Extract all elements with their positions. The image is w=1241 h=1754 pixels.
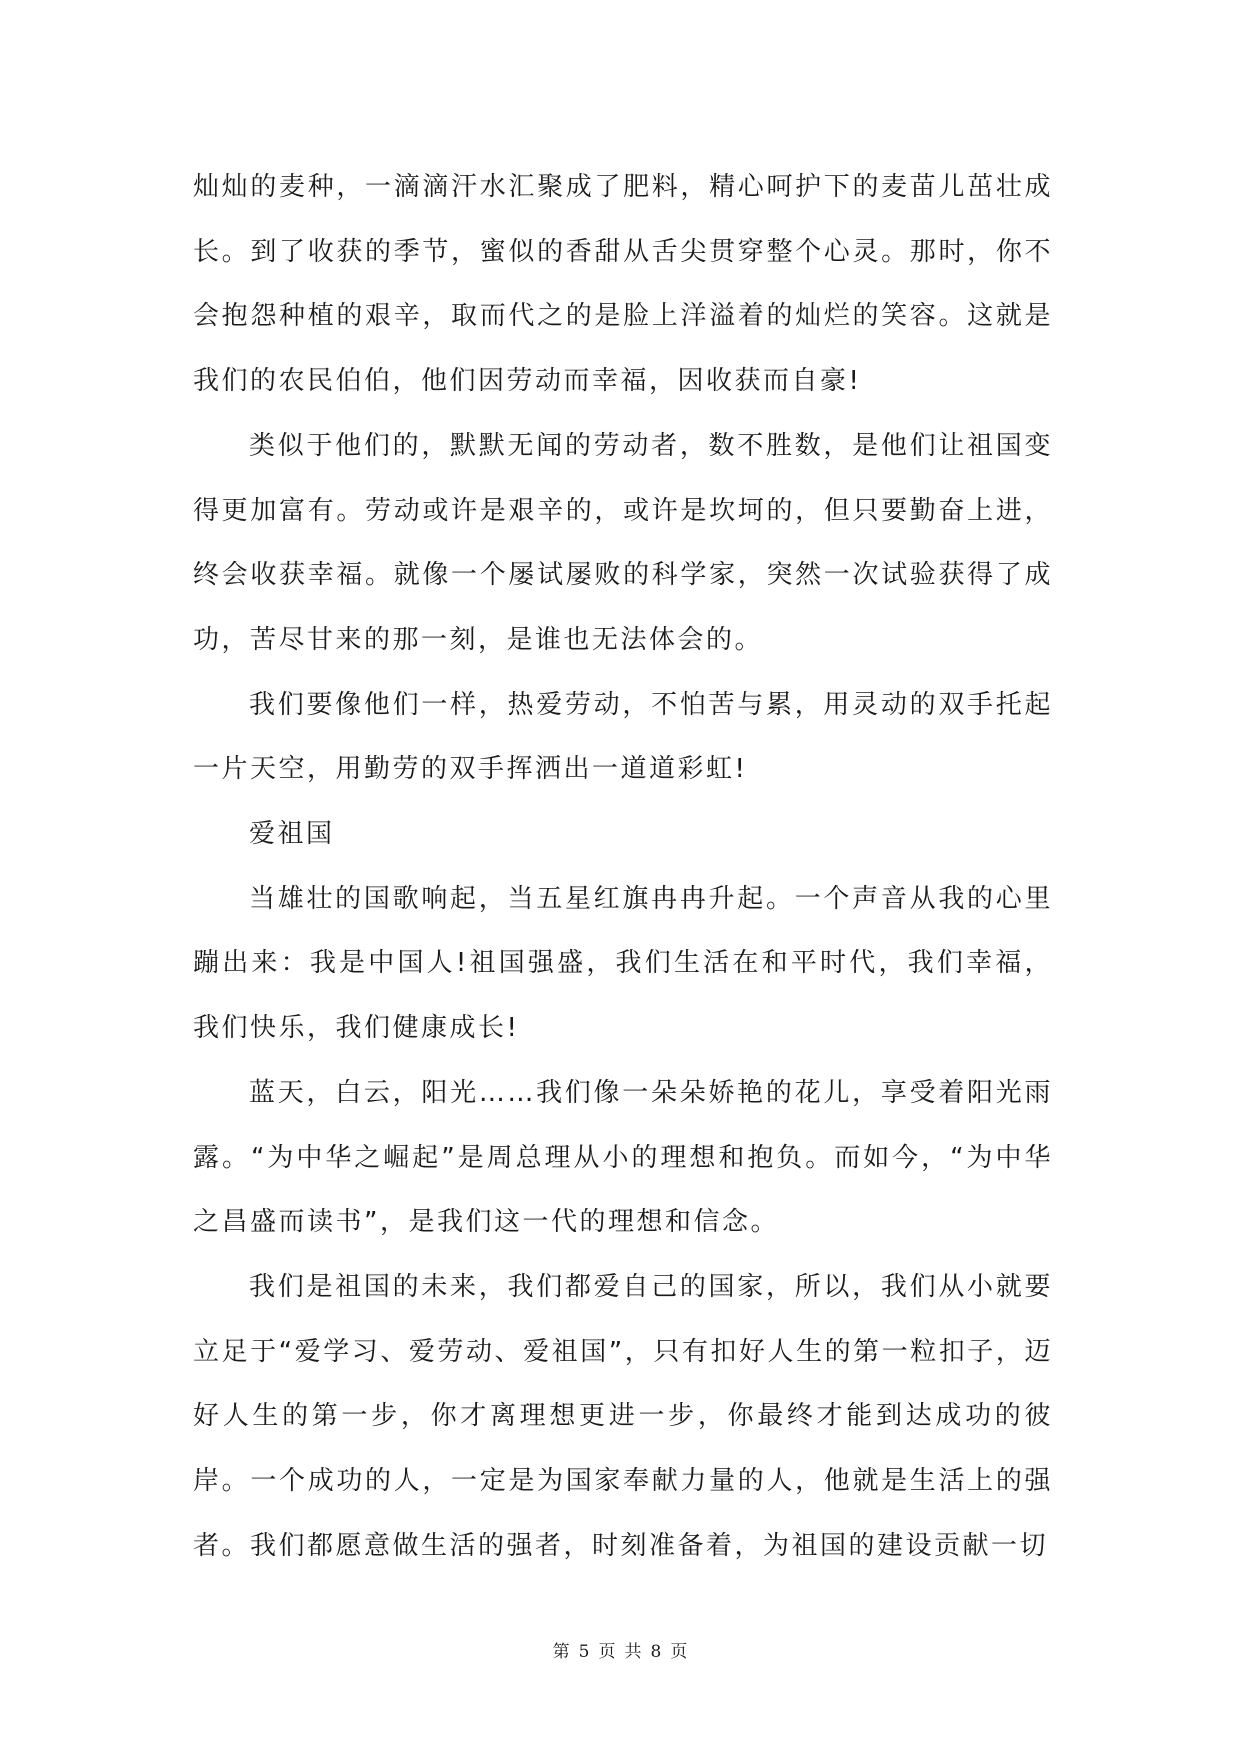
paragraph: 当雄壮的国歌响起，当五星红旗冉冉升起。一个声音从我的心里蹦出来：我是中国人!祖国强盛，我们生活在和平时代，我们幸福，我们快乐，我们健康成长! (193, 883, 1053, 1044)
section-heading: 爱祖国 (249, 819, 335, 850)
paragraph: 我们是祖国的未来，我们都爱自己的国家，所以，我们从小就要立足于“爱学习、爱劳动、爱祖国”，只有扣好人生的第一粒扣子，迈好人生的第一步，你才离理想更进一步，你最终才能到达成功的彼岸。一个成功的人，一定是为国家奉献力量的人，他就是生活上的强者。我们都愿意做生活的强者，时刻准备着，为祖国的建设贡献一切 (193, 1271, 1053, 1561)
page-footer (0, 1637, 1241, 1662)
paragraph: 我们要像他们一样，热爱劳动，不怕苦与累，用灵动的双手托起一片天空，用勤劳的双手挥洒出一道道彩虹! (193, 689, 1053, 785)
footer-label-prefix: 第 (552, 1642, 571, 1662)
current-page-number: 5 (578, 1642, 591, 1662)
footer-label-total: 共 (624, 1642, 643, 1662)
paragraph: 灿灿的麦种，一滴滴汗水汇聚成了肥料，精心呵护下的麦苗儿茁壮成长。到了收获的季节，蜜似的香甜从舌尖贯穿整个心灵。那时，你不会抱怨种植的艰辛，取而代之的是脸上洋溢着的灿烂的笑容。这就是我们的农民伯伯，他们因劳动而幸福，因收获而自豪! (193, 172, 1053, 397)
paragraph: 蓝天，白云，阳光……我们像一朵朵娇艳的花儿，享受着阳光雨露。“为中华之崛起”是周总理从小的理想和抱负。而如今，“为中华之昌盛而读书”，是我们这一代的理想和信念。 (193, 1077, 1053, 1238)
document-body (193, 155, 1053, 1578)
footer-label-page: 页 (598, 1642, 617, 1662)
paragraph: 类似于他们的，默默无闻的劳动者，数不胜数，是他们让祖国变得更加富有。劳动或许是艰辛的，或许是坎坷的，但只要勤奋上进，终会收获幸福。就像一个屡试屡败的科学家，突然一次试验获得了成功，苦尽甘来的那一刻，是谁也无法体会的。 (193, 430, 1053, 655)
footer-label-suffix: 页 (670, 1642, 689, 1662)
total-pages-number: 8 (650, 1642, 663, 1662)
